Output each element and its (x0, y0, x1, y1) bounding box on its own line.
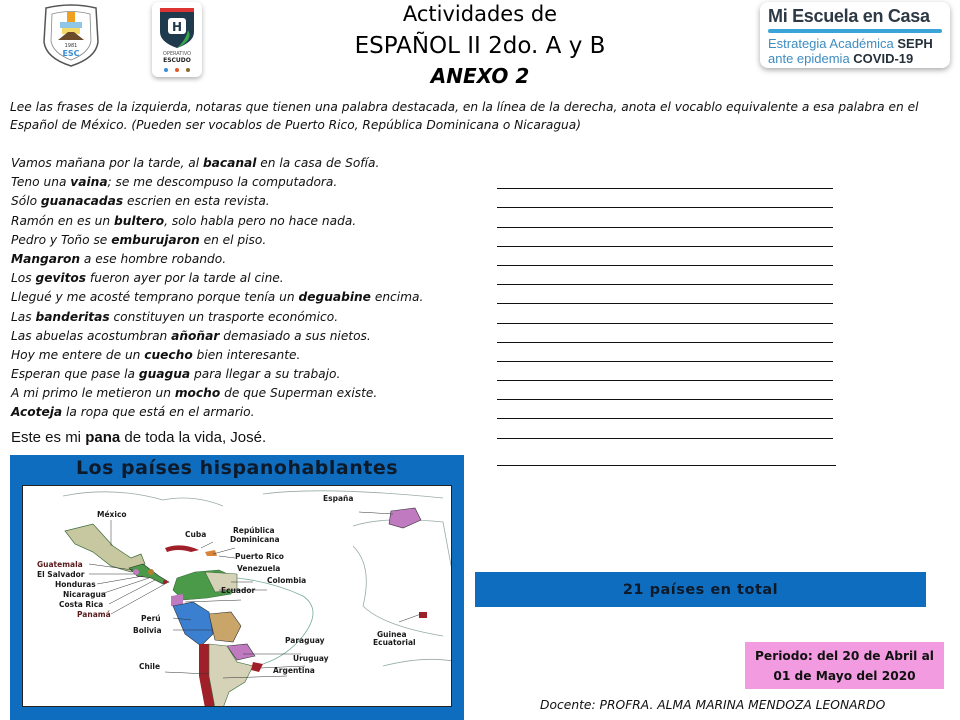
page-title-block (320, 0, 640, 88)
svg-text:1981: 1981 (64, 43, 78, 49)
sentence-text: Las abuelas acostumbran (11, 328, 172, 343)
sentence-text: encima. (370, 290, 424, 305)
sentence-text: Llegué y me acosté temprano porque tenía un (11, 290, 299, 305)
answer-line[interactable] (497, 247, 833, 266)
sentence-text: de que Superman existe. (220, 386, 378, 401)
map-label-puerto-rico: Puerto Rico (235, 552, 284, 561)
map-label-panama: Panamá (77, 610, 111, 619)
highlighted-word: vaina (70, 175, 108, 190)
highlighted-word: mocho (174, 386, 221, 401)
school-crest-icon (40, 2, 102, 68)
sentence-item (11, 173, 481, 192)
sentence-text: , solo habla pero no hace nada. (164, 213, 357, 228)
highlighted-word: gevitos (35, 271, 87, 286)
map-label-mexico: México (97, 510, 127, 519)
sentence-text: demasiado a sus nietos. (219, 328, 371, 343)
highlighted-word: cuecho (144, 347, 193, 362)
map-label-ecuatorial: Ecuatorial (373, 638, 416, 647)
sentence-text: Teno una (11, 175, 71, 190)
map-label-uruguay: Uruguay (293, 654, 329, 663)
title-anexo: ANEXO 2 (430, 64, 530, 88)
answer-line[interactable] (497, 285, 833, 304)
period-line-2: 01 de Mayo del 2020 (773, 669, 916, 683)
answer-line[interactable] (497, 208, 833, 227)
map-label-guatemala: Guatemala (37, 560, 83, 569)
answer-line[interactable] (497, 266, 833, 285)
sentence-item (11, 365, 481, 384)
sentence-text: ; se me descompuso la computadora. (107, 175, 338, 190)
sentence-list (11, 154, 481, 448)
map-label-peru: Perú (141, 614, 161, 623)
instructions-text: Lee las frases de la izquierda, notaras que tienen una palabra destacada, en la línea de la derecha, anota el vocablo equivalente a esa palabra en el Español de México. (Pueden ser vocablos de Puerto Rico, República Dominicana o Nicaragua) (10, 100, 919, 132)
svg-text:ESC: ESC (62, 49, 80, 58)
sentence-item (11, 192, 481, 211)
map-label-nicaragua: Nicaragua (63, 590, 106, 599)
sentence-item (11, 403, 481, 422)
answer-line[interactable] (497, 189, 833, 208)
sentence-text: escrien en esta revista. (123, 194, 270, 209)
highlighted-word: bacanal (202, 156, 257, 170)
mi-escuela-en-casa-badge (760, 2, 950, 68)
map-label-argentina: Argentina (273, 666, 315, 675)
map-image (22, 485, 452, 707)
highlighted-word: guagua (138, 367, 191, 382)
map-label-costa-rica: Costa Rica (59, 600, 104, 609)
sentence-item (11, 212, 481, 231)
highlighted-word: deguabine (298, 290, 371, 305)
map-label-chile: Chile (139, 662, 161, 671)
map-label-venezuela: Venezuela (237, 564, 281, 573)
sentence-text: bien interesante. (192, 347, 301, 362)
answer-line[interactable] (497, 419, 833, 438)
period-line-1: Periodo: del 20 de Abril al (755, 649, 934, 663)
sentence-item-last (11, 428, 481, 448)
map-label-ecuador: Ecuador (221, 586, 256, 595)
highlighted-word: emburujaron (111, 232, 200, 247)
spanish-speaking-countries-map (10, 455, 464, 720)
map-label-espana: España (323, 494, 354, 503)
map-label-colombia: Colombia (267, 576, 307, 585)
map-label-paraguay: Paraguay (285, 636, 325, 645)
map-label-republica: República (233, 526, 275, 535)
total-countries-banner: 21 países en total (475, 572, 926, 607)
sentence-text: a ese hombre robando. (80, 251, 227, 266)
sentence-text: Sólo (11, 194, 41, 209)
map-label-el-salvador: El Salvador (37, 570, 85, 579)
badge-line-1: Estrategia Académica SEPH (768, 36, 933, 51)
sentence-item (11, 346, 481, 365)
school-crest-logo (40, 2, 102, 68)
sentence-item (11, 327, 481, 346)
sentence-text: para llegar a su trabajo. (190, 367, 341, 382)
sentence-text: Hoy me entere de un (11, 347, 145, 362)
sentence-text: en el piso. (199, 232, 267, 247)
sentence-text: fueron ayer por la tarde al cine. (86, 271, 284, 286)
sentence-text: Vamos mañana por la tarde, al (11, 156, 203, 170)
highlighted-word: banderitas (35, 309, 110, 324)
sentence-text: constituyen un trasporte económico. (109, 309, 339, 324)
sentence-item (11, 308, 481, 327)
sentence-item (11, 154, 481, 173)
sentence-text: la ropa que está en el armario. (62, 405, 255, 420)
highlighted-word: añoñar (171, 328, 220, 343)
highlighted-word: Mangaron (11, 251, 81, 266)
sentence-text: Ramón en es un (11, 213, 115, 228)
answer-line[interactable] (497, 381, 833, 400)
sentence-text: Las (11, 309, 36, 324)
sentence-text: Pedro y Toño se (11, 232, 112, 247)
sentence-item (11, 231, 481, 250)
highlighted-word: guanacadas (40, 194, 124, 209)
answer-line[interactable] (497, 343, 833, 362)
map-label-guinea: Guinea (377, 630, 407, 639)
svg-text:OPERATIVO: OPERATIVO (162, 51, 192, 57)
highlighted-word: bultero (114, 213, 165, 228)
operativo-escudo-logo (152, 2, 202, 77)
title-activities: Actividades de (402, 2, 558, 26)
map-title: Los países hispanohablantes (75, 457, 399, 479)
operativo-escudo-icon (152, 2, 202, 77)
sentence-text: en la casa de Sofía. (256, 156, 380, 170)
answer-line[interactable] (497, 228, 833, 247)
sentence-text: Los (11, 271, 36, 286)
answer-line[interactable] (497, 447, 836, 466)
sentence-item (11, 269, 481, 288)
sentence-text: Esperan que pase la (11, 367, 139, 382)
title-subject: ESPAÑOL II 2do. A y B (354, 33, 606, 59)
map-label-cuba: Cuba (185, 530, 207, 539)
sentence-item (11, 384, 481, 403)
sentence-item (11, 288, 481, 307)
answer-line[interactable] (497, 400, 833, 419)
answer-lines (497, 170, 833, 466)
answer-line[interactable] (497, 170, 833, 189)
map-label-honduras: Honduras (55, 580, 96, 589)
svg-text:H: H (171, 20, 183, 34)
map-label-bolivia: Bolivia (133, 626, 162, 635)
sentence-text: de toda la vida, José. (120, 428, 267, 446)
badge-line-2: ante epidemia COVID-19 (768, 51, 914, 66)
highlighted-word: pana (85, 428, 121, 446)
sentence-item (11, 250, 481, 269)
sentence-text: Este es mi (11, 428, 86, 446)
teacher-name: Docente: PROFRA. ALMA MARINA MENDOZA LEONARDO (540, 698, 886, 712)
badge-divider (768, 29, 942, 33)
answer-line[interactable] (497, 362, 833, 381)
answer-line[interactable] (497, 324, 833, 343)
answer-line[interactable] (497, 304, 833, 323)
map-label-dominicana: Dominicana (230, 535, 280, 544)
badge-title: Mi Escuela en Casa (768, 6, 930, 26)
highlighted-word: Acoteja (11, 405, 63, 420)
svg-text:ESCUDO: ESCUDO (163, 57, 191, 64)
sentence-text: A mi primo le metieron un (11, 386, 175, 401)
period-box (745, 642, 944, 689)
